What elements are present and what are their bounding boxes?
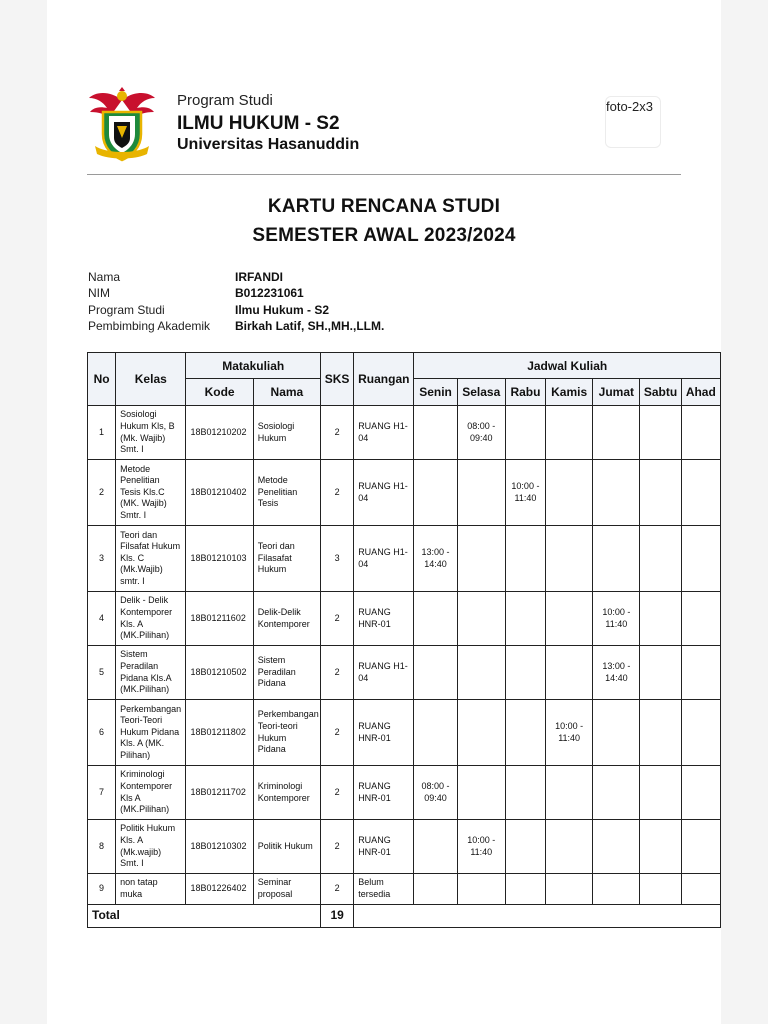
cell-kamis [546, 766, 593, 820]
cell-kelas: Delik - Delik Kontemporer Kls. A (MK.Pilihan) [116, 592, 186, 646]
student-info [88, 269, 384, 334]
cell-ahad [681, 460, 720, 526]
cell-jumat [593, 526, 640, 592]
cell-kode: 18B01211802 [186, 700, 253, 766]
info-label: Pembimbing Akademik [88, 318, 211, 333]
cell-sabtu [640, 460, 681, 526]
cell-nama: Seminar proposal [253, 874, 320, 905]
cell-ahad [681, 592, 720, 646]
info-value: B012231061 [235, 286, 304, 301]
cell-selasa: 10:00 - 11:40 [457, 820, 505, 874]
cell-kode: 18B01210103 [186, 526, 253, 592]
info-row-pembimbing [88, 318, 384, 334]
col-header-selasa: Selasa [457, 379, 505, 406]
cell-ahad [681, 526, 720, 592]
cell-nama: Metode Penelitian Tesis [253, 460, 320, 526]
cell-no: 2 [88, 460, 116, 526]
info-label: Nama [88, 270, 121, 284]
table-row [88, 820, 721, 874]
col-header-kode: Kode [186, 379, 253, 406]
cell-ruangan: RUANG HNR-01 [354, 592, 414, 646]
cell-kode: 18B01226402 [186, 874, 253, 905]
cell-kelas: Sistem Peradilan Pidana Kls.A (MK.Pilihan) [116, 646, 186, 700]
cell-nama: Sistem Peradilan Pidana [253, 646, 320, 700]
table-row [88, 460, 721, 526]
table-row [88, 646, 721, 700]
cell-rabu [505, 646, 545, 700]
cell-kelas: Teori dan Filsafat Hukum Kls. C (Mk.Wajib) smtr. I [116, 526, 186, 592]
cell-senin [414, 592, 457, 646]
cell-sabtu [640, 592, 681, 646]
cell-rabu [505, 526, 545, 592]
col-header-jadwal: Jadwal Kuliah [414, 353, 721, 379]
cell-sks: 2 [321, 460, 354, 526]
cell-kamis [546, 406, 593, 460]
cell-senin: 08:00 - 09:40 [414, 766, 457, 820]
cell-senin [414, 406, 457, 460]
cell-sabtu [640, 646, 681, 700]
krs-page [47, 0, 721, 1024]
cell-kelas: Kriminologi Kontemporer Kls A (MK.Pilihan) [116, 766, 186, 820]
cell-selasa [457, 766, 505, 820]
cell-kamis [546, 874, 593, 905]
cell-no: 5 [88, 646, 116, 700]
cell-kamis [546, 820, 593, 874]
total-empty [354, 905, 721, 928]
cell-kamis [546, 460, 593, 526]
cell-sks: 2 [321, 406, 354, 460]
col-header-rabu: Rabu [505, 379, 545, 406]
header-divider [87, 174, 681, 175]
cell-kode: 18B01210202 [186, 406, 253, 460]
krs-table [87, 352, 721, 928]
cell-sabtu [640, 700, 681, 766]
program-label: Program Studi [177, 92, 273, 109]
cell-selasa [457, 700, 505, 766]
cell-rabu [505, 592, 545, 646]
cell-kamis [546, 592, 593, 646]
cell-nama: Politik Hukum [253, 820, 320, 874]
cell-rabu: 10:00 - 11:40 [505, 460, 545, 526]
col-header-senin: Senin [414, 379, 457, 406]
total-label: Total [88, 905, 321, 928]
cell-jumat [593, 700, 640, 766]
info-value: Ilmu Hukum - S2 [235, 302, 330, 317]
col-header-ruangan: Ruangan [354, 353, 414, 406]
cell-sks: 2 [321, 874, 354, 905]
cell-ruangan: RUANG H1-04 [354, 406, 414, 460]
cell-jumat [593, 766, 640, 820]
cell-kode: 18B01210402 [186, 460, 253, 526]
cell-kamis [546, 646, 593, 700]
cell-ruangan: RUANG HNR-01 [354, 766, 414, 820]
col-header-matakuliah: Matakuliah [186, 353, 321, 379]
cell-jumat: 10:00 - 11:40 [593, 592, 640, 646]
cell-ahad [681, 820, 720, 874]
info-value: Birkah Latif, SH.,MH.,LLM. [235, 318, 385, 333]
col-header-kelas: Kelas [116, 353, 186, 406]
info-row-nama [88, 269, 384, 285]
info-label: Program Studi [88, 302, 165, 317]
cell-sks: 2 [321, 820, 354, 874]
cell-selasa [457, 874, 505, 905]
cell-ruangan: RUANG HNR-01 [354, 820, 414, 874]
table-row [88, 766, 721, 820]
cell-sabtu [640, 526, 681, 592]
cell-senin [414, 820, 457, 874]
cell-no: 7 [88, 766, 116, 820]
cell-rabu [505, 766, 545, 820]
table-row [88, 406, 721, 460]
cell-ruangan: RUANG H1-04 [354, 526, 414, 592]
cell-ruangan: RUANG H1-04 [354, 460, 414, 526]
cell-ahad [681, 874, 720, 905]
info-row-nim [88, 285, 384, 301]
cell-ruangan: RUANG H1-04 [354, 646, 414, 700]
cell-nama: Teori dan Filasafat Hukum [253, 526, 320, 592]
cell-sks: 2 [321, 646, 354, 700]
university-logo-icon [87, 86, 157, 164]
cell-senin [414, 646, 457, 700]
cell-sabtu [640, 766, 681, 820]
cell-sabtu [640, 874, 681, 905]
cell-kode: 18B01210302 [186, 820, 253, 874]
info-value: IRFANDI [235, 270, 283, 284]
col-header-ahad: Ahad [681, 379, 720, 406]
cell-kode: 18B01211702 [186, 766, 253, 820]
table-header-row [88, 353, 721, 379]
col-header-no: No [88, 353, 116, 406]
cell-rabu [505, 406, 545, 460]
cell-kelas: Sosiologi Hukum Kls, B (Mk. Wajib) Smt. I [116, 406, 186, 460]
cell-senin [414, 874, 457, 905]
cell-sks: 2 [321, 766, 354, 820]
cell-kode: 18B01210502 [186, 646, 253, 700]
col-header-sks: SKS [321, 353, 354, 406]
cell-nama: Perkembangan Teori-teori Hukum Pidana [253, 700, 320, 766]
cell-nama: Delik-Delik Kontemporer [253, 592, 320, 646]
document-title: KARTU RENCANA STUDI [267, 196, 501, 217]
cell-no: 3 [88, 526, 116, 592]
cell-jumat [593, 460, 640, 526]
cell-ahad [681, 766, 720, 820]
cell-jumat [593, 406, 640, 460]
table-row [88, 592, 721, 646]
cell-jumat [593, 820, 640, 874]
total-sks: 19 [321, 905, 354, 928]
cell-rabu [505, 700, 545, 766]
info-label: NIM [88, 286, 110, 301]
cell-selasa [457, 646, 505, 700]
cell-nama: Sosiologi Hukum [253, 406, 320, 460]
cell-sks: 2 [321, 700, 354, 766]
info-row-program [88, 302, 384, 318]
university-name: Universitas Hasanuddin [177, 136, 360, 153]
cell-kelas: Politik Hukum Kls. A (Mk.wajib) Smt. I [116, 820, 186, 874]
table-row [88, 874, 721, 905]
cell-selasa [457, 460, 505, 526]
col-header-nama: Nama [253, 379, 320, 406]
cell-rabu [505, 874, 545, 905]
cell-ahad [681, 700, 720, 766]
cell-senin: 13:00 - 14:40 [414, 526, 457, 592]
semester-title: SEMESTER AWAL 2023/2024 [252, 225, 516, 246]
cell-no: 1 [88, 406, 116, 460]
cell-ruangan: RUANG HNR-01 [354, 700, 414, 766]
cell-jumat [593, 874, 640, 905]
cell-sabtu [640, 820, 681, 874]
cell-kamis: 10:00 - 11:40 [546, 700, 593, 766]
total-row [88, 905, 721, 928]
cell-kamis [546, 526, 593, 592]
cell-selasa: 08:00 - 09:40 [457, 406, 505, 460]
cell-senin [414, 700, 457, 766]
cell-kelas: non tatap muka [116, 874, 186, 905]
cell-kode: 18B01211602 [186, 592, 253, 646]
cell-rabu [505, 820, 545, 874]
cell-ahad [681, 646, 720, 700]
cell-selasa [457, 526, 505, 592]
cell-kelas: Metode Penelitian Tesis Kls.C (MK. Wajib) Smtr. I [116, 460, 186, 526]
cell-ruangan: Belum tersedia [354, 874, 414, 905]
cell-no: 6 [88, 700, 116, 766]
program-name: ILMU HUKUM - S2 [177, 113, 340, 134]
col-header-jumat: Jumat [593, 379, 640, 406]
photo-placeholder: foto-2x3 [605, 96, 661, 148]
cell-nama: Kriminologi Kontemporer [253, 766, 320, 820]
cell-no: 9 [88, 874, 116, 905]
cell-kelas: Perkembangan Teori-Teori Hukum Pidana Kls. A (MK. Pilihan) [116, 700, 186, 766]
cell-no: 8 [88, 820, 116, 874]
table-row [88, 526, 721, 592]
cell-sabtu [640, 406, 681, 460]
cell-jumat: 13:00 - 14:40 [593, 646, 640, 700]
table-row [88, 700, 721, 766]
col-header-kamis: Kamis [546, 379, 593, 406]
cell-selasa [457, 592, 505, 646]
cell-ahad [681, 406, 720, 460]
col-header-sabtu: Sabtu [640, 379, 681, 406]
cell-senin [414, 460, 457, 526]
cell-sks: 3 [321, 526, 354, 592]
cell-no: 4 [88, 592, 116, 646]
cell-sks: 2 [321, 592, 354, 646]
